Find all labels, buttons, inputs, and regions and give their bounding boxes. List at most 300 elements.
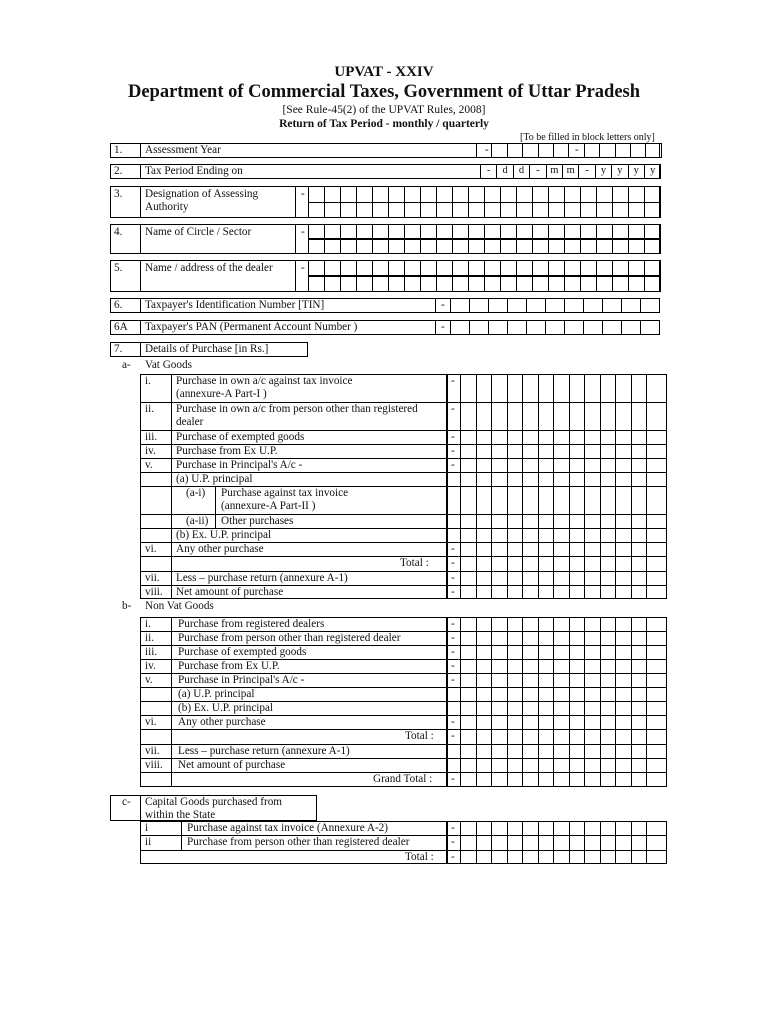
dash: - — [451, 459, 455, 471]
tax-period-date-input[interactable]: y — [644, 164, 661, 179]
circle-input[interactable] — [644, 224, 661, 239]
amount-input[interactable] — [631, 617, 632, 787]
circle-input[interactable] — [388, 224, 405, 239]
dealer-address-input[interactable] — [628, 276, 645, 292]
dealer-address-input[interactable] — [596, 260, 613, 276]
divider — [447, 729, 667, 730]
circle-input[interactable] — [340, 239, 357, 254]
dealer-address-input[interactable] — [420, 276, 437, 292]
circle-input[interactable] — [372, 239, 389, 254]
dealer-address-input[interactable] — [436, 260, 453, 276]
designation-input[interactable] — [356, 186, 373, 203]
field-label-tin: Taxpayer's Identification Number [TIN] — [145, 299, 325, 311]
dealer-address-input[interactable] — [324, 276, 341, 292]
divider — [447, 687, 667, 688]
tin-input[interactable] — [507, 298, 527, 313]
dash: - — [485, 144, 489, 156]
dealer-address-input[interactable] — [436, 276, 453, 292]
divider — [215, 514, 216, 528]
dash: - — [451, 445, 455, 457]
dash: - — [451, 557, 455, 569]
row-label: Less – purchase return (annexure A-1) — [178, 745, 350, 757]
dash: - — [451, 660, 455, 672]
designation-input[interactable] — [388, 202, 405, 218]
dealer-address-input[interactable] — [628, 260, 645, 276]
designation-input[interactable] — [404, 186, 421, 203]
designation-input[interactable] — [628, 186, 645, 203]
designation-input[interactable] — [452, 202, 469, 218]
dealer-address-input[interactable] — [324, 260, 341, 276]
pan-input[interactable] — [545, 320, 565, 335]
pan-input[interactable] — [507, 320, 527, 335]
circle-input[interactable] — [452, 224, 469, 239]
divider — [140, 164, 141, 179]
amount-input[interactable] — [584, 821, 585, 864]
field-label-tax-period: Tax Period Ending on — [145, 165, 243, 177]
block-letters-note: [To be filled in block letters only] — [520, 132, 655, 143]
field-number: 1. — [114, 144, 123, 156]
form-number: UPVAT - XXIV — [334, 64, 434, 80]
dash: - — [451, 572, 455, 584]
tin-input[interactable] — [640, 298, 660, 313]
designation-input[interactable] — [404, 202, 421, 218]
row-number: ii. — [145, 632, 155, 644]
divider — [447, 430, 667, 431]
pan-input[interactable] — [621, 320, 641, 335]
field-label-dealer-address: Name / address of the dealer — [145, 262, 273, 274]
row-label: (a) U.P. principal — [176, 473, 253, 485]
dealer-address-input[interactable] — [340, 260, 357, 276]
pan-input[interactable] — [450, 320, 470, 335]
circle-input[interactable] — [356, 224, 373, 239]
designation-input[interactable] — [308, 186, 325, 203]
divider — [447, 571, 667, 572]
amount-input[interactable] — [615, 617, 616, 787]
designation-input[interactable] — [548, 186, 565, 203]
row-label: Purchase against tax invoice — [221, 487, 349, 499]
designation-input[interactable] — [308, 202, 325, 218]
designation-input[interactable] — [324, 202, 341, 218]
designation-input[interactable] — [516, 202, 533, 218]
divider — [447, 556, 667, 557]
dealer-address-input[interactable] — [516, 276, 533, 292]
circle-input[interactable] — [308, 224, 325, 239]
dash: - — [301, 188, 305, 200]
dash: - — [451, 674, 455, 686]
designation-input[interactable] — [500, 186, 517, 203]
assessment-year-input[interactable] — [507, 143, 523, 158]
circle-input[interactable] — [372, 224, 389, 239]
assessment-year-input[interactable] — [538, 143, 554, 158]
row-label: Purchase in Principal's A/c - — [178, 674, 305, 686]
designation-input[interactable] — [516, 186, 533, 203]
dealer-address-input[interactable] — [452, 260, 469, 276]
dealer-address-input[interactable] — [484, 260, 501, 276]
designation-input[interactable] — [468, 202, 485, 218]
row-number: vii. — [145, 572, 160, 584]
designation-input[interactable] — [372, 202, 389, 218]
dash: - — [451, 822, 455, 834]
amount-input[interactable] — [460, 617, 461, 787]
designation-input[interactable] — [452, 186, 469, 203]
row-label: Purchase in Principal's A/c - — [176, 459, 303, 471]
designation-input[interactable] — [580, 186, 597, 203]
row-number: vii. — [145, 745, 160, 757]
designation-input[interactable] — [468, 186, 485, 203]
dealer-address-input[interactable] — [388, 276, 405, 292]
divider — [447, 528, 667, 529]
circle-input[interactable] — [532, 224, 549, 239]
circle-input[interactable] — [404, 224, 421, 239]
designation-input[interactable] — [340, 202, 357, 218]
circle-input[interactable] — [564, 239, 581, 254]
tin-input[interactable] — [545, 298, 565, 313]
dash: - — [301, 226, 305, 238]
designation-input[interactable] — [372, 186, 389, 203]
section-c-prefix: c- — [122, 796, 131, 808]
dealer-address-input[interactable] — [420, 260, 437, 276]
dealer-address-input[interactable] — [308, 276, 325, 292]
designation-input[interactable] — [532, 202, 549, 218]
divider — [140, 729, 447, 730]
circle-input[interactable] — [420, 224, 437, 239]
amount-input[interactable] — [631, 821, 632, 864]
divider — [447, 631, 667, 632]
tin-input[interactable] — [469, 298, 489, 313]
divider — [447, 835, 667, 836]
amount-input[interactable] — [600, 617, 601, 787]
assessment-year-input[interactable] — [584, 143, 600, 158]
row-label: (b) Ex. U.P. principal — [176, 529, 272, 541]
row-number: i. — [145, 618, 151, 630]
dealer-address-input[interactable] — [612, 276, 629, 292]
dealer-address-input[interactable] — [308, 260, 325, 276]
dealer-address-input[interactable] — [404, 260, 421, 276]
circle-input[interactable] — [308, 239, 325, 254]
designation-input[interactable] — [612, 186, 629, 203]
tax-period-date-input[interactable]: y — [595, 164, 612, 179]
divider — [447, 701, 667, 702]
assessment-year-input[interactable] — [599, 143, 615, 158]
field-label-pan: Taxpayer's PAN (Permanent Account Number ) — [145, 321, 358, 333]
circle-input[interactable] — [548, 224, 565, 239]
assessment-year-input[interactable] — [553, 143, 569, 158]
designation-input[interactable] — [324, 186, 341, 203]
divider — [140, 186, 141, 218]
dash: - — [451, 586, 455, 598]
amount-input[interactable] — [491, 821, 492, 864]
amount-input[interactable] — [507, 617, 508, 787]
circle-input[interactable] — [548, 239, 565, 254]
circle-input[interactable] — [404, 239, 421, 254]
circle-input[interactable] — [596, 224, 613, 239]
tin-input[interactable] — [526, 298, 546, 313]
dash: - — [451, 543, 455, 555]
amount-input[interactable] — [460, 821, 461, 864]
dealer-address-input[interactable] — [564, 260, 581, 276]
dealer-address-input[interactable] — [468, 260, 485, 276]
designation-input[interactable] — [532, 186, 549, 203]
circle-input[interactable] — [500, 239, 517, 254]
dealer-address-input[interactable] — [388, 260, 405, 276]
row-label: (annexure-A Part-II ) — [221, 500, 316, 512]
dash: - — [575, 144, 579, 156]
row-number: v. — [145, 459, 153, 471]
dash: - — [451, 632, 455, 644]
dash: - — [451, 836, 455, 848]
designation-input[interactable] — [596, 202, 613, 218]
assessment-year-input[interactable] — [645, 143, 661, 158]
dealer-address-input[interactable] — [580, 260, 597, 276]
designation-input[interactable] — [436, 202, 453, 218]
dealer-address-input[interactable] — [644, 260, 661, 276]
assessment-year-input[interactable] — [630, 143, 646, 158]
department-title: Department of Commercial Taxes, Government of Uttar Pradesh — [127, 82, 641, 102]
designation-input[interactable] — [340, 186, 357, 203]
divider — [447, 402, 667, 403]
amount-input[interactable] — [553, 617, 554, 787]
dealer-address-input[interactable] — [356, 276, 373, 292]
row-number: iv. — [145, 445, 156, 457]
circle-input[interactable] — [468, 239, 485, 254]
field-number: 4. — [114, 226, 123, 238]
dash: - — [451, 618, 455, 630]
amount-input[interactable] — [584, 617, 585, 787]
pan-input[interactable] — [583, 320, 603, 335]
circle-input[interactable] — [324, 224, 341, 239]
divider — [447, 486, 667, 487]
circle-input[interactable] — [532, 239, 549, 254]
dealer-address-input[interactable] — [468, 276, 485, 292]
dealer-address-input[interactable] — [452, 276, 469, 292]
dash: - — [451, 403, 455, 415]
divider — [295, 224, 296, 254]
dealer-address-input[interactable] — [548, 276, 565, 292]
designation-input[interactable] — [356, 202, 373, 218]
divider — [215, 486, 216, 514]
designation-input[interactable] — [564, 186, 581, 203]
divider — [435, 320, 436, 335]
divider — [140, 260, 141, 292]
designation-input[interactable] — [484, 186, 501, 203]
circle-input[interactable] — [420, 239, 437, 254]
amount-input[interactable] — [553, 821, 554, 864]
row-label: (a) U.P. principal — [178, 688, 255, 700]
section-a-prefix: a- — [122, 359, 131, 371]
designation-input[interactable] — [580, 202, 597, 218]
circle-input[interactable] — [356, 239, 373, 254]
circle-input[interactable] — [340, 224, 357, 239]
rule-reference: [See Rule-45(2) of the UPVAT Rules, 2008] — [282, 104, 486, 116]
designation-input[interactable] — [612, 202, 629, 218]
pan-input[interactable] — [526, 320, 546, 335]
circle-input[interactable] — [500, 224, 517, 239]
field-label-designation: Designation of Assessing — [145, 188, 259, 200]
tax-period-date-input[interactable]: m — [562, 164, 579, 179]
amount-input[interactable] — [538, 821, 539, 864]
divider — [447, 458, 667, 459]
section-b-prefix: b- — [122, 600, 132, 612]
assessment-year-input[interactable] — [615, 143, 631, 158]
dealer-address-input[interactable] — [516, 260, 533, 276]
circle-input[interactable] — [612, 239, 629, 254]
amount-input[interactable] — [491, 617, 492, 787]
circle-input[interactable] — [516, 224, 533, 239]
dealer-address-input[interactable] — [404, 276, 421, 292]
circle-input[interactable] — [596, 239, 613, 254]
tax-period-date-input[interactable]: y — [628, 164, 645, 179]
circle-input[interactable] — [644, 239, 661, 254]
tin-input[interactable] — [488, 298, 508, 313]
divider — [140, 224, 141, 254]
section-c-title: Capital Goods purchased from — [145, 796, 283, 808]
divider — [140, 795, 141, 821]
circle-input[interactable] — [580, 239, 597, 254]
dealer-address-input[interactable] — [644, 276, 661, 292]
field-number: 6A — [114, 321, 128, 333]
divider — [140, 850, 447, 851]
tin-input[interactable] — [450, 298, 470, 313]
dealer-address-input[interactable] — [580, 276, 597, 292]
amount-input[interactable] — [569, 617, 570, 787]
tin-input[interactable] — [621, 298, 641, 313]
dealer-address-input[interactable] — [484, 276, 501, 292]
dash: - — [451, 375, 455, 387]
section-b-title: Non Vat Goods — [145, 600, 214, 612]
row-label: (b) Ex. U.P. principal — [178, 702, 274, 714]
circle-input[interactable] — [388, 239, 405, 254]
pan-input[interactable] — [564, 320, 584, 335]
circle-input[interactable] — [484, 239, 501, 254]
amount-input[interactable] — [569, 821, 570, 864]
designation-input[interactable] — [564, 202, 581, 218]
dash: - — [451, 716, 455, 728]
dealer-address-input[interactable] — [356, 260, 373, 276]
section-b-amount-grid — [447, 617, 667, 787]
designation-input[interactable] — [548, 202, 565, 218]
circle-input[interactable] — [484, 224, 501, 239]
circle-input[interactable] — [612, 224, 629, 239]
row-label: Purchase from Ex U.P. — [178, 660, 280, 672]
dealer-address-input[interactable] — [340, 276, 357, 292]
circle-input[interactable] — [628, 239, 645, 254]
field-label-circle: Name of Circle / Sector — [145, 226, 252, 238]
dealer-address-input[interactable] — [564, 276, 581, 292]
dash: - — [451, 646, 455, 658]
circle-input[interactable] — [564, 224, 581, 239]
tax-period-date-input[interactable]: - — [480, 164, 497, 179]
amount-input[interactable] — [476, 617, 477, 787]
dealer-address-input[interactable] — [548, 260, 565, 276]
row-label: Purchase from person other than registered dealer — [187, 836, 410, 848]
row-label: Any other purchase — [178, 716, 266, 728]
dealer-address-input[interactable] — [500, 260, 517, 276]
field-number: 2. — [114, 165, 123, 177]
dealer-address-input[interactable] — [500, 276, 517, 292]
designation-input[interactable] — [596, 186, 613, 203]
divider — [447, 659, 667, 660]
row-number: vi. — [145, 543, 157, 555]
section-c-title-2: within the State — [145, 809, 216, 821]
designation-input[interactable] — [644, 186, 661, 203]
row-label: Purchase in own a/c from person other than registered — [176, 403, 418, 415]
assessment-year-input[interactable] — [491, 143, 507, 158]
amount-input[interactable] — [522, 821, 523, 864]
circle-input[interactable] — [452, 239, 469, 254]
amount-input[interactable] — [600, 821, 601, 864]
circle-input[interactable] — [436, 224, 453, 239]
circle-input[interactable] — [324, 239, 341, 254]
dealer-address-input[interactable] — [596, 276, 613, 292]
pan-input[interactable] — [602, 320, 622, 335]
pan-input[interactable] — [640, 320, 660, 335]
amount-input[interactable] — [615, 821, 616, 864]
designation-input[interactable] — [388, 186, 405, 203]
row-label: Net amount of purchase — [176, 586, 284, 598]
dealer-address-input[interactable] — [532, 260, 549, 276]
amount-input[interactable] — [538, 617, 539, 787]
amount-input[interactable] — [646, 617, 647, 787]
designation-input[interactable] — [484, 202, 501, 218]
dealer-address-input[interactable] — [372, 260, 389, 276]
circle-input[interactable] — [468, 224, 485, 239]
pan-input[interactable] — [469, 320, 489, 335]
tax-period-date-input[interactable]: y — [611, 164, 628, 179]
row-label: Purchase of exempted goods — [176, 431, 305, 443]
tin-input[interactable] — [583, 298, 603, 313]
circle-input[interactable] — [580, 224, 597, 239]
divider — [447, 444, 667, 445]
row-label: Other purchases — [221, 515, 294, 527]
designation-input[interactable] — [644, 202, 661, 218]
dealer-address-input[interactable] — [612, 260, 629, 276]
designation-input[interactable] — [420, 202, 437, 218]
circle-input[interactable] — [436, 239, 453, 254]
tax-period-date-input[interactable]: m — [546, 164, 563, 179]
tax-period-date-input[interactable]: d — [513, 164, 530, 179]
tax-period-date-input[interactable]: d — [496, 164, 513, 179]
designation-input[interactable] — [628, 202, 645, 218]
return-title: Return of Tax Period - monthly / quarterly — [279, 118, 489, 130]
designation-input[interactable] — [420, 186, 437, 203]
row-label: (annexure-A Part-I ) — [176, 388, 267, 400]
row-number: i. — [145, 375, 151, 387]
tin-input[interactable] — [602, 298, 622, 313]
amount-input[interactable] — [507, 821, 508, 864]
row-number: ii — [145, 836, 152, 848]
amount-input[interactable] — [646, 821, 647, 864]
dash: - — [451, 730, 455, 742]
divider — [140, 320, 141, 335]
circle-input[interactable] — [516, 239, 533, 254]
assessment-year-input[interactable] — [522, 143, 538, 158]
dealer-address-input[interactable] — [372, 276, 389, 292]
pan-input[interactable] — [488, 320, 508, 335]
amount-input[interactable] — [522, 617, 523, 787]
designation-input[interactable] — [436, 186, 453, 203]
tax-period-date-input[interactable]: - — [529, 164, 546, 179]
tax-period-date-input[interactable]: - — [578, 164, 595, 179]
circle-input[interactable] — [628, 224, 645, 239]
divider — [447, 645, 667, 646]
tin-input[interactable] — [564, 298, 584, 313]
row-number: (a-i) — [186, 487, 206, 499]
dealer-address-input[interactable] — [532, 276, 549, 292]
amount-input[interactable] — [476, 821, 477, 864]
row-label: Any other purchase — [176, 543, 264, 555]
total-label: Total : — [405, 851, 434, 863]
designation-input[interactable] — [500, 202, 517, 218]
